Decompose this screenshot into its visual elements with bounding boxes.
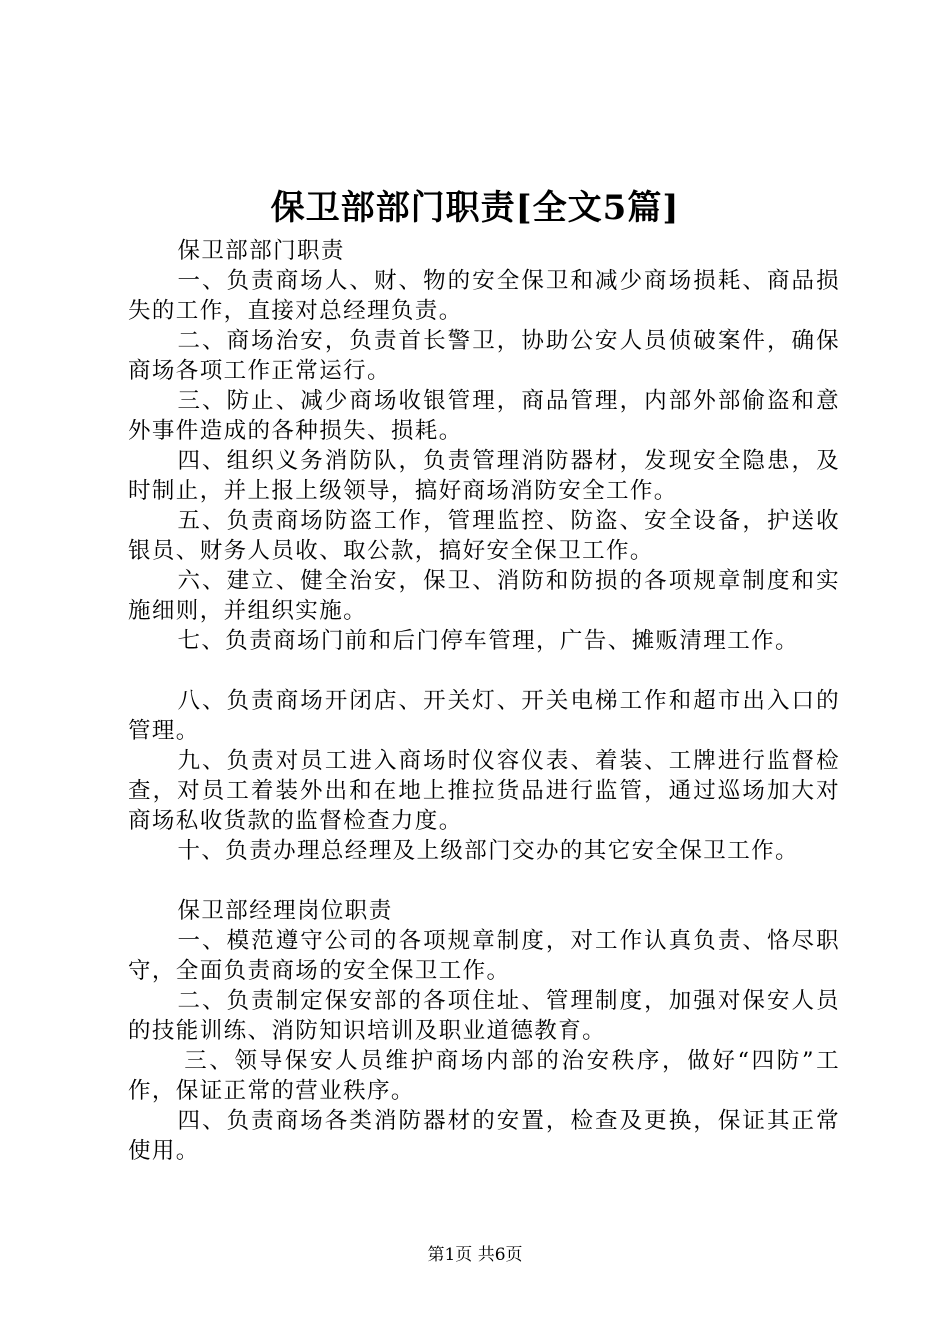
paragraph: 一、模范遵守公司的各项规章制度，对工作认真负责、恪尽职守，全面负责商场的安全保卫工作。: [128, 928, 840, 984]
paragraph: 八、负责商场开闭店、开关灯、开关电梯工作和超市出入口的管理。: [128, 688, 840, 744]
paragraph: 三、防止、减少商场收银管理，商品管理，内部外部偷盗和意外事件造成的各种损失、损耗。: [128, 388, 840, 444]
paragraph: 六、建立、健全治安，保卫、消防和防损的各项规章制度和实施细则，并组织实施。: [128, 568, 840, 624]
document-title: 保卫部部门职责[全文5篇]: [270, 188, 680, 228]
paragraph: 七、负责商场门前和后门停车管理，广告、摊贩清理工作。: [177, 628, 799, 654]
paragraph: 三、领导保安人员维护商场内部的治安秩序，做好“四防”工作，保证正常的营业秩序。: [128, 1048, 840, 1104]
page-footer: 第1页 共6页: [427, 1245, 523, 1265]
section-heading: 保卫部经理岗位职责: [177, 898, 393, 924]
paragraph: 四、组织义务消防队，负责管理消防器材，发现安全隐患，及时制止，并上报上级领导，搞好商场消防安全工作。: [128, 448, 840, 504]
paragraph: 二、商场治安，负责首长警卫，协助公安人员侦破案件，确保商场各项工作正常运行。: [128, 328, 840, 384]
paragraph: 四、负责商场各类消防器材的安置，检查及更换，保证其正常使用。: [128, 1108, 840, 1164]
paragraph: 九、负责对员工进入商场时仪容仪表、着装、工牌进行监督检查，对员工着装外出和在地上推拉货品进行监管，通过巡场加大对商场私收货款的监督检查力度。: [128, 748, 840, 834]
document-body: [128, 236, 840, 1166]
paragraph: 二、负责制定保安部的各项住址、管理制度，加强对保安人员的技能训练、消防知识培训及职业道德教育。: [128, 988, 840, 1044]
paragraph: 五、负责商场防盗工作，管理监控、防盗、安全设备，护送收银员、财务人员收、取公款，搞好安全保卫工作。: [128, 508, 840, 564]
section-heading: 保卫部部门职责: [177, 238, 345, 264]
paragraph: 一、负责商场人、财、物的安全保卫和减少商场损耗、商品损失的工作，直接对总经理负责。: [128, 268, 840, 324]
paragraph: 十、负责办理总经理及上级部门交办的其它安全保卫工作。: [177, 838, 799, 864]
